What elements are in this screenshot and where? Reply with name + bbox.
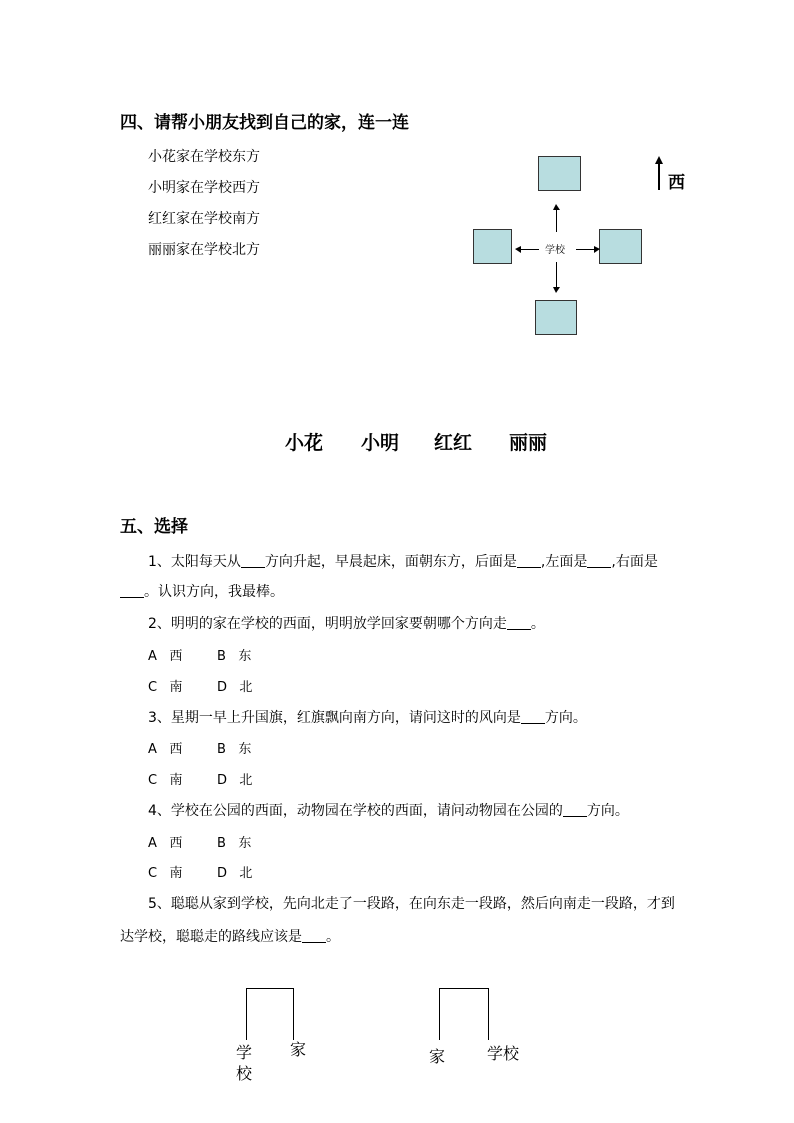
question-4 <box>148 800 629 820</box>
house-box-north[interactable] <box>538 156 581 191</box>
q4-text-b: 方向。 <box>586 803 629 819</box>
house-box-south[interactable] <box>535 300 577 335</box>
q1-blank-1[interactable] <box>241 553 265 568</box>
question-2 <box>148 613 545 633</box>
q4-option-b[interactable]: B 东 <box>217 836 252 851</box>
route2-home-label: 家 <box>429 1047 446 1066</box>
route1-school-top: 学 <box>236 1043 253 1062</box>
arrow-up-icon <box>553 204 560 210</box>
arrow-up-line <box>556 210 557 232</box>
q2-option-a[interactable]: A 西 <box>148 649 183 664</box>
route2-school-label: 学校 <box>487 1044 520 1063</box>
q4-option-c[interactable]: C 南 <box>148 866 183 881</box>
question-5-line2 <box>120 926 340 946</box>
q3-text-b: 方向。 <box>544 710 587 726</box>
statement-honghong: 红红家在学校南方 <box>148 211 260 227</box>
arrow-down-icon <box>553 287 560 293</box>
q2-option-c[interactable]: C 南 <box>148 680 183 695</box>
direction-arrow-shaft <box>658 162 660 190</box>
q2-option-d[interactable]: D 北 <box>217 680 253 695</box>
q1-text-b: 方向升起，早晨起床，面朝东方，后面是 <box>264 554 517 570</box>
question-3 <box>148 707 587 727</box>
route1-right-line <box>293 988 294 1040</box>
q4-text-a: 4、学校在公园的西面，动物园在学校的西面，请问动物园在公园的 <box>148 803 563 819</box>
arrow-right-line <box>576 249 594 250</box>
q4-blank[interactable] <box>563 802 587 817</box>
q1-blank-3[interactable] <box>587 553 611 568</box>
q1-text-e: 。认识方向，我最棒。 <box>144 584 284 600</box>
question-1-line2 <box>120 581 284 601</box>
school-label: 学校 <box>545 245 565 256</box>
question-1-line1 <box>148 551 658 571</box>
name-xiaohua[interactable]: 小花 <box>285 432 324 454</box>
q5-text-a: 达学校，聪聪走的路线应该是 <box>120 929 302 945</box>
q1-text-d: ,右面是 <box>611 554 658 570</box>
arrow-left-line <box>521 249 539 250</box>
route1-top-line <box>246 988 294 989</box>
statement-xiaohua: 小花家在学校东方 <box>148 149 260 165</box>
q5-blank[interactable] <box>302 928 326 943</box>
section5-heading: 五、选择 <box>120 517 188 537</box>
route2-left-line <box>439 988 440 1040</box>
q3-option-c[interactable]: C 南 <box>148 773 183 788</box>
direction-arrow-icon <box>655 156 663 164</box>
house-box-east[interactable] <box>599 229 642 264</box>
q1-text-a: 1、太阳每天从 <box>148 554 241 570</box>
q2-option-b[interactable]: B 东 <box>217 649 252 664</box>
q3-blank[interactable] <box>521 709 545 724</box>
name-honghong[interactable]: 红红 <box>434 432 473 454</box>
name-lili[interactable]: 丽丽 <box>509 432 548 454</box>
statement-lili: 丽丽家在学校北方 <box>148 242 260 258</box>
direction-label: 西 <box>668 173 685 193</box>
route1-left-line <box>246 988 247 1040</box>
arrow-down-line <box>556 262 557 288</box>
q3-option-b[interactable]: B 东 <box>217 742 252 757</box>
name-xiaoming[interactable]: 小明 <box>361 432 400 454</box>
q2-blank[interactable] <box>507 615 531 630</box>
arrow-right-icon <box>594 246 600 253</box>
q1-blank-4[interactable] <box>120 583 144 598</box>
q3-option-d[interactable]: D 北 <box>217 773 253 788</box>
route2-top-line <box>439 988 489 989</box>
route1-home-label: 家 <box>290 1040 307 1059</box>
question-5-line1: 5、聪聪从家到学校，先向北走了一段路，在向东走一段路，然后向南走一段路，才到 <box>148 896 675 912</box>
route2-right-line <box>488 988 489 1040</box>
q1-blank-2[interactable] <box>517 553 541 568</box>
statement-xiaoming: 小明家在学校西方 <box>148 180 260 196</box>
arrow-left-icon <box>515 246 521 253</box>
q2-text-a: 2、明明的家在学校的西面，明明放学回家要朝哪个方向走 <box>148 616 507 632</box>
q4-option-d[interactable]: D 北 <box>217 866 253 881</box>
q4-option-a[interactable]: A 西 <box>148 836 183 851</box>
q5-text-b: 。 <box>326 929 340 945</box>
section4-heading: 四、请帮小朋友找到自己的家，连一连 <box>120 113 409 133</box>
house-box-west[interactable] <box>473 229 512 264</box>
q3-option-a[interactable]: A 西 <box>148 742 183 757</box>
q1-text-c: ,左面是 <box>540 554 588 570</box>
q3-text-a: 3、星期一早上升国旗，红旗飘向南方向，请问这时的风向是 <box>148 710 521 726</box>
q2-text-b: 。 <box>530 616 545 632</box>
route1-school-bottom: 校 <box>236 1064 253 1083</box>
